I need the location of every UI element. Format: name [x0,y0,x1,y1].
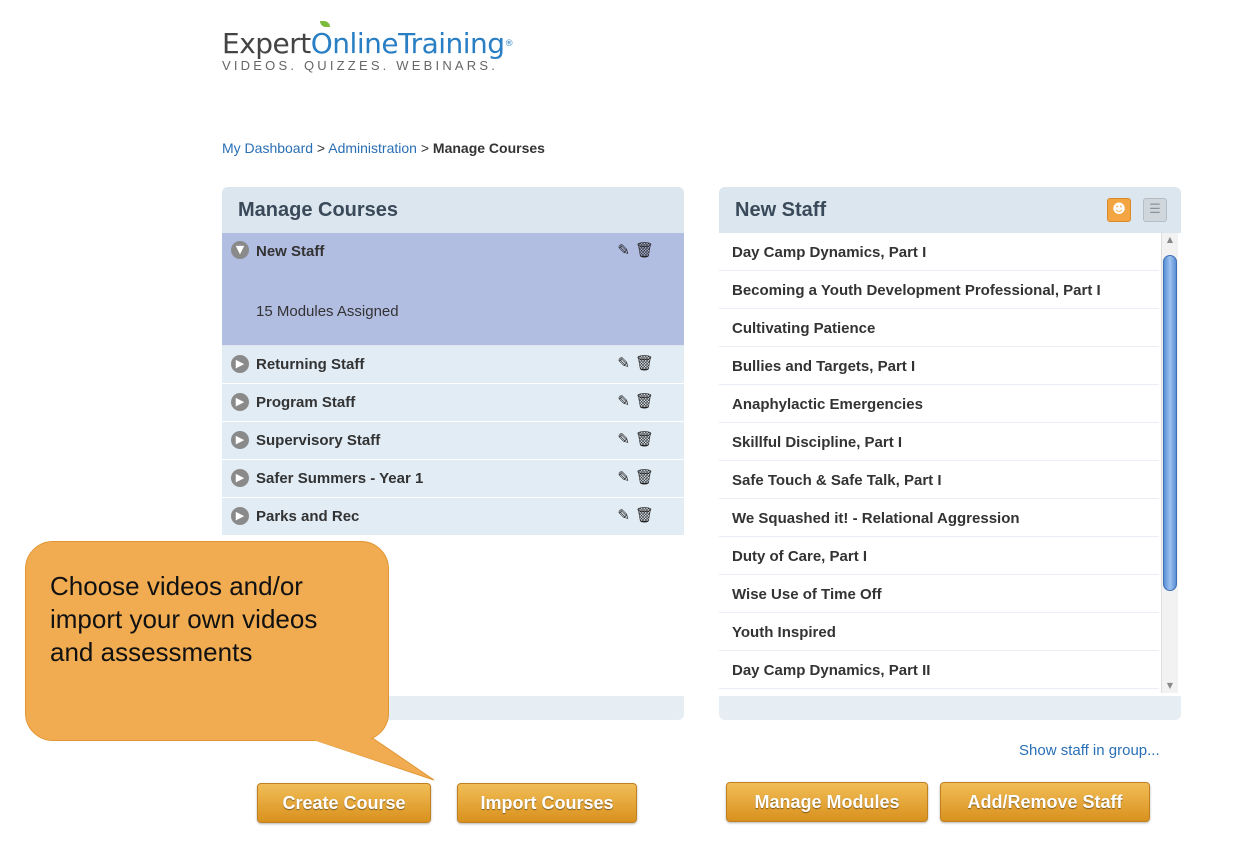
module-title: Duty of Care, Part I [732,548,868,565]
list-item[interactable] [719,537,1159,575]
pencil-icon[interactable]: ✎ [617,392,630,410]
course-name: New Staff [256,243,325,260]
breadcrumb-administration[interactable]: Administration [328,140,417,156]
pencil-icon[interactable]: ✎ [617,506,630,524]
list-item[interactable] [719,385,1159,423]
module-title: Youth Inspired [732,624,836,641]
scroll-down-arrow-icon[interactable]: ▼ [1166,681,1174,690]
breadcrumb-separator: > [313,140,329,156]
course-item[interactable] [222,384,684,422]
module-list-scrollbar[interactable] [1161,233,1178,693]
list-item[interactable] [719,499,1159,537]
logo [222,28,513,73]
breadcrumb-separator: > [416,140,433,156]
course-item[interactable] [222,460,684,498]
chevron-right-icon[interactable]: ▶ [231,355,249,373]
callout-text: Choose videos and/or import your own videos and assessments [50,571,318,667]
list-item[interactable] [719,233,1159,271]
pencil-icon[interactable]: ✎ [617,354,630,372]
breadcrumb-current: Manage Courses [432,140,545,156]
module-title: Bullies and Targets, Part I [732,358,916,375]
course-item[interactable] [222,422,684,460]
logo-reg-mark: ® [504,39,514,49]
chevron-right-icon[interactable]: ▶ [231,469,249,487]
create-course-button[interactable]: Create Course [257,783,431,823]
course-modules-panel [719,187,1181,720]
chevron-down-icon[interactable]: ▼ [231,241,249,259]
module-title: Safe Touch & Safe Talk, Part I [732,472,942,489]
course-name: Safer Summers - Year 1 [256,470,424,487]
panel-title: New Staff [735,199,827,221]
pencil-icon[interactable]: ✎ [617,468,630,486]
module-title: Becoming a Youth Development Professional, Part I [732,282,1101,299]
course-actions [612,430,654,448]
module-title: Cultivating Patience [732,320,876,337]
panel-header [222,187,684,233]
course-actions [612,468,654,486]
list-item[interactable] [719,309,1159,347]
logo-part-expert: Expert [222,27,311,60]
chevron-right-icon[interactable]: ▶ [231,393,249,411]
logo-part-online: Online [311,28,398,60]
trash-icon[interactable]: 🗑 [634,430,654,448]
trash-icon[interactable]: 🗑 [634,506,654,524]
manage-modules-button[interactable]: Manage Modules [726,782,928,822]
course-item-new-staff[interactable] [222,233,684,346]
trash-icon[interactable]: 🗑 [634,468,654,486]
list-item[interactable] [719,271,1159,309]
callout-tooltip [25,541,389,741]
list-item[interactable] [719,423,1159,461]
course-actions [612,354,654,372]
logo-part-training: Training [398,27,505,60]
module-list [719,233,1181,696]
module-title: Skillful Discipline, Part I [732,434,903,451]
course-actions [612,506,654,524]
list-icon[interactable]: ☰ [1143,198,1167,222]
breadcrumb [222,140,545,156]
course-actions [612,241,654,259]
list-item[interactable] [719,613,1159,651]
scrollbar-thumb[interactable] [1163,255,1177,591]
module-title: Anaphylactic Emergencies [732,396,923,413]
chevron-right-icon[interactable]: ▶ [231,507,249,525]
breadcrumb-my-dashboard[interactable]: My Dashboard [222,140,314,156]
logo-tagline: VIDEOS. QUIZZES. WEBINARS. [222,58,499,73]
module-title: Day Camp Dynamics, Part II [732,662,931,679]
show-staff-link[interactable]: Show staff in group... [1019,742,1160,759]
module-title: Day Camp Dynamics, Part I [732,244,927,261]
module-title: We Squashed it! - Relational Aggression [732,510,1020,527]
course-item[interactable] [222,346,684,384]
panel-title: Manage Courses [238,199,399,221]
import-courses-button[interactable]: Import Courses [457,783,637,823]
course-name: Program Staff [256,394,356,411]
panel-header [719,187,1181,233]
course-item[interactable] [222,498,684,536]
add-remove-staff-button[interactable]: Add/Remove Staff [940,782,1150,822]
course-name: Returning Staff [256,356,365,373]
module-title: Wise Use of Time Off [732,586,882,603]
trash-icon[interactable]: 🗑 [634,241,654,259]
list-item[interactable] [719,575,1159,613]
course-modules-count: 15 Modules Assigned [256,303,399,320]
chevron-right-icon[interactable]: ▶ [231,431,249,449]
course-name: Supervisory Staff [256,432,381,449]
people-icon[interactable]: ☻ [1107,198,1131,222]
logo-wordmark [222,28,513,60]
trash-icon[interactable]: 🗑 [634,392,654,410]
list-item[interactable] [719,651,1159,689]
pencil-icon[interactable]: ✎ [617,430,630,448]
pencil-icon[interactable]: ✎ [617,241,630,259]
list-item[interactable] [719,347,1159,385]
scroll-up-arrow-icon[interactable]: ▲ [1166,235,1174,244]
list-item[interactable] [719,461,1159,499]
trash-icon[interactable]: 🗑 [634,354,654,372]
course-name: Parks and Rec [256,508,360,525]
course-actions [612,392,654,410]
